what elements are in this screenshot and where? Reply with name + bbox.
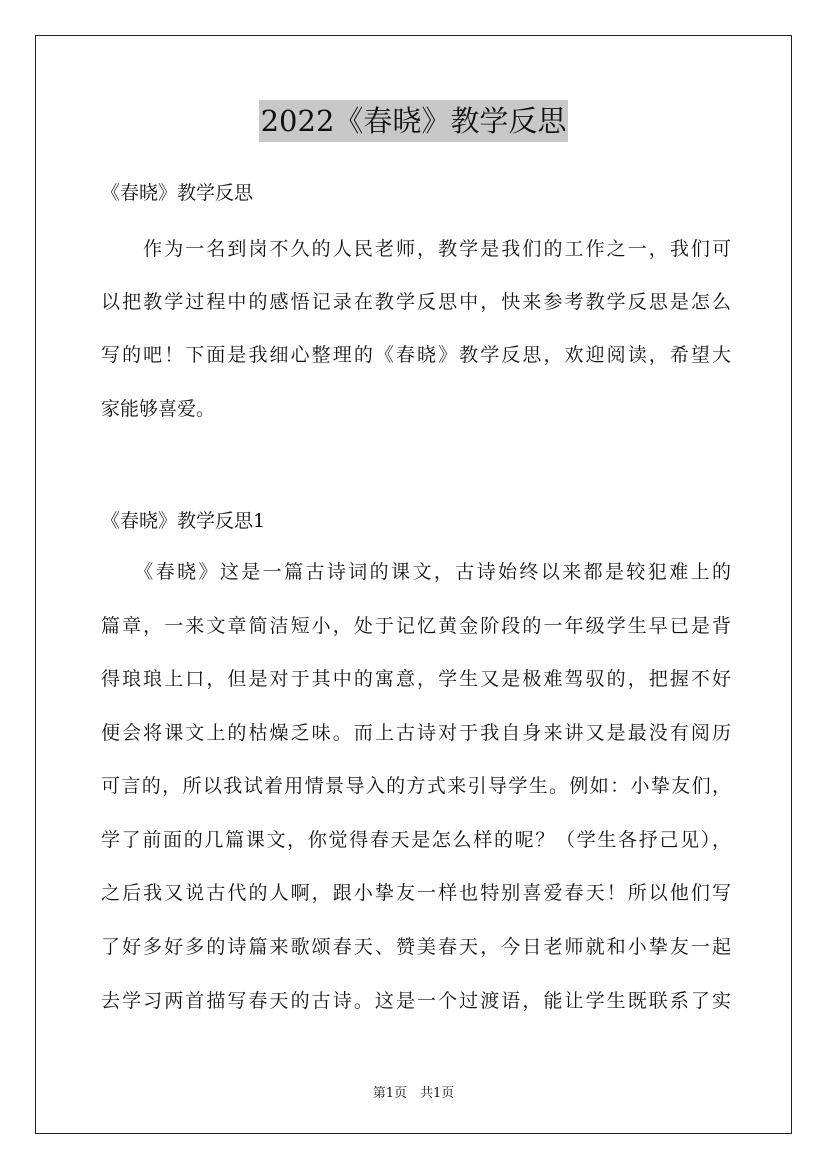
body-paragraph-line-6: 学了前面的几篇课文，你觉得春天是怎么样的呢？（学生各抒己见），: [101, 829, 731, 851]
body-paragraph-line-5: 可言的，所以我试着用情景导入的方式来引导学生。例如：小挚友们，: [101, 775, 731, 797]
title-container: [0, 100, 827, 142]
body-paragraph-line-9: 去学习两首描写春天的古诗。这是一个过渡语，能让学生既联系了实: [101, 990, 731, 1012]
intro-paragraph-line-3: 写的吧！下面是我细心整理的《春晓》教学反思，欢迎阅读，希望大: [101, 344, 731, 366]
section-heading-1: 《春晓》教学反思1: [101, 510, 266, 532]
body-paragraph-line-4: 便会将课文上的枯燥乏味。而上古诗对于我自身来讲又是最没有阅历: [101, 722, 731, 744]
intro-paragraph-line-1: 作为一名到岗不久的人民老师，教学是我们的工作之一，我们可: [101, 238, 731, 260]
body-paragraph-line-1: 《春晓》这是一篇古诗词的课文，古诗始终以来都是较犯难上的: [101, 561, 731, 583]
body-paragraph-line-2: 篇章，一来文章简洁短小，处于记忆黄金阶段的一年级学生早已是背: [101, 615, 731, 637]
body-paragraph-line-7: 之后我又说古代的人啊，跟小挚友一样也特别喜爱春天！所以他们写: [101, 882, 731, 904]
page-footer: 第1页 共1页: [372, 1086, 455, 1101]
intro-paragraph-line-4: 家能够喜爱。: [101, 398, 216, 420]
body-paragraph-line-8: 了好多好多的诗篇来歌颂春天、赞美春天，今日老师就和小挚友一起: [101, 936, 731, 958]
document-title: 2022《春晓》教学反思: [259, 100, 569, 142]
intro-heading: 《春晓》教学反思: [101, 182, 254, 204]
intro-paragraph-line-2: 以把教学过程中的感悟记录在教学反思中，快来参考教学反思是怎么: [101, 291, 731, 313]
body-paragraph-line-3: 得琅琅上口，但是对于其中的寓意，学生又是极难驾驭的，把握不好: [101, 668, 731, 690]
